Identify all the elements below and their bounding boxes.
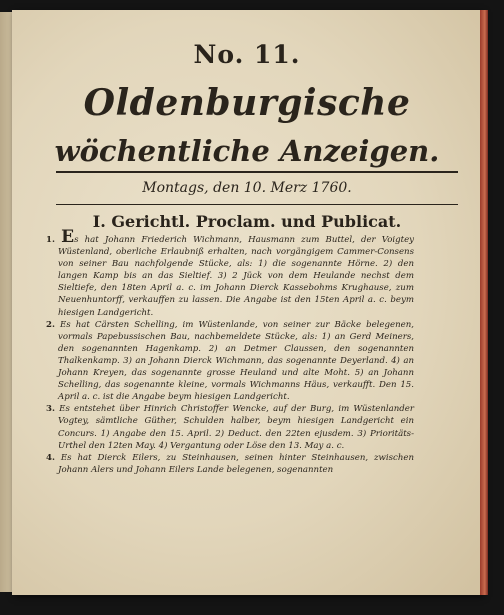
masthead-title: Oldenburgische (83, 82, 411, 124)
entry-number: 2. (46, 319, 55, 330)
drop-cap: E (61, 227, 75, 247)
entry-text: Es hat Cärsten Schelling, im Wüstenlande, von seiner zur Bäcke belegenen, vormals Papebussischen Bau, nachbemeldete Stücke, als: 1) an Gerd Meiners, den sogenannten Hagenkamp. 2) an Detmer Claussen, den sogenannten Thalkenkamp. 3) an Johann Dierck Wichmann, das sogenannte Deyerland. 4) an Johann Kreyen, das sogenannte grosse Heuland und alte Moht. 5) an Johann Schelling, das sogenannte kleine, vormals Wichmanns Häus, verkaufft. Den 15. April a. c. ist die Angabe beym hiesigen Landgericht. (58, 319, 414, 403)
entry-text: s hat Johann Friederich Wichmann, Hausmann zum Buttel, der Voigtey Wüstenland, oberliche Erlaubniß erhalten, nach vorgängigem Cammer-Consens von seiner Bau nachfolgende Stücke, als: 1) die sogenannte Hörne. 2) den langen Kamp bis an das Sieltief. 3) 2 Jück von dem Heulande nechst dem Sieltiefe, den 18ten April a. c. im Johann Dierck Kassebohms Krughause, zum Neuenhuntorff, verkauffen zu lassen. Die Angabe ist den 15ten April a. c. beym hiesigen Landgericht. (58, 235, 415, 318)
newspaper-page (12, 10, 482, 595)
entry-1 (46, 227, 415, 319)
section-title: I. Gerichtl. Proclam. und Publicat. (92, 212, 402, 231)
entry-text: Es hat Dierck Eilers, zu Steinhausen, seinen hinter Steinhausen, zwischen Johann Alers und Johann Eilers Lande belegenen, sogenannten (58, 452, 415, 475)
bottom-rule (56, 204, 458, 205)
entry-3 (46, 403, 414, 451)
masthead-subtitle: wöchentliche Anzeigen. (54, 134, 440, 168)
entry-number: 3. (46, 404, 55, 415)
entry-number: 1. (46, 235, 55, 245)
article-body (46, 227, 415, 476)
issue-number: No. 11. (193, 40, 301, 69)
entry-number: 4. (46, 452, 55, 463)
entry-4 (46, 452, 414, 476)
issue-date: Montags, den 10. Merz 1760. (142, 180, 352, 196)
entry-2 (46, 319, 414, 404)
entry-text: Es entstehet über Hinrich Christoffer Wencke, auf der Burg, im Wüstenlander Vogtey, sämtliche Güther, Schulden halber, beym hiesigen Landgericht ein Concurs. 1) Angabe den 15. April. 2) Deduct. den 22ten ejusdem. 3) Prioritäts-Urthel den 12ten May. 4) Vergantung oder Löse den 13. May a. c. (58, 404, 415, 451)
top-rule (56, 171, 458, 173)
